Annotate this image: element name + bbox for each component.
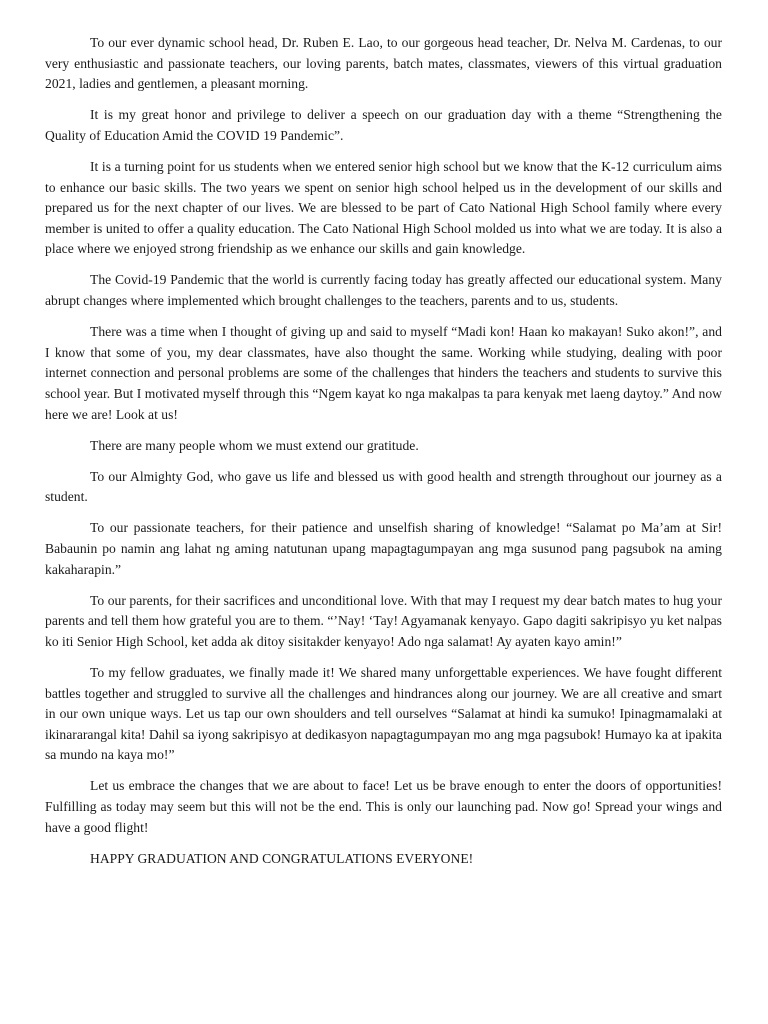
paragraph-senior-high: It is a turning point for us students when we entered senior high school but we know that the K-12 curriculum aims to enhance our basic skills. The two years we spent on senior high school helped us in the development of our skills and prepared us for the next chapter of our lives. We are blessed to be part of Cato National High School family where every member is united to offer a quality education. The Cato National High School molded us into what we are today. It is also a place where we enjoyed strong friendship as we enhance our skills and gain knowledge. — [45, 158, 722, 257]
paragraph-god: To our Almighty God, who gave us life and blessed us with good health and strength throughout our journey as a student. — [45, 468, 722, 505]
paragraph-parents: To our parents, for their sacrifices and unconditional love. With that may I request my dear batch mates to hug your parents and tell them how grateful you are to them. “’Nay! ‘Tay! Agyamanak kenyayo. Gapo dagiti sakripisyo yu ket nalpas ko iti Senior High School, ket adda ak ditoy sisitakder kenyayo! Ado nga salamat! Ay ayaten kayo amin!” — [45, 592, 722, 649]
closing-line: HAPPY GRADUATION AND CONGRATULATIONS EVERYONE! — [90, 850, 474, 866]
paragraph-pandemic: The Covid-19 Pandemic that the world is currently facing today has greatly affected our educational system. Many abrupt changes where implemented which brought challenges to the teachers, parents and to us, students. — [45, 272, 722, 309]
paragraph-graduates: To my fellow graduates, we finally made it! We shared many unforgettable experiences. We have fought different battles together and struggled to survive all the challenges and hindrances along our journey. We are all creative and smart in our own unique ways. Let us tap our own shoulders and tell ourselves “Salamat at hindi ka sumuko! Ipinagmamalaki at ikinararangal kita! Dahil sa iyong sakripisyo at dedikasyon napagtagumpayan mo ang mga pagsubok! Humayo ka at ipakita sa mundo na kaya mo!” — [45, 664, 722, 763]
paragraph-challenges: There was a time when I thought of giving up and said to myself “Madi kon! Haan ko makayan! Suko akon!”, and I know that some of you, my dear classmates, have also thought the same. Working while studying, dealing with poor internet connection and personal problems are some of the challenges that hinders the teachers and students to survive this school year. But I motivated myself through this “Ngem kayat ko nga makalpas ta para kenyak met laeng daytoy.” And now here we are! Look at us! — [45, 324, 722, 422]
speech-document — [45, 33, 722, 869]
paragraph-embrace-changes: Let us embrace the changes that we are about to face! Let us be brave enough to enter the doors of opportunities! Fulfilling as today may seem but this will not be the end. This is only our launching pad. Now go! Spread your wings and have a good flight! — [45, 778, 722, 835]
paragraph-teachers: To our passionate teachers, for their patience and unselfish sharing of knowledge! “Salamat po Ma’am at Sir! Babaunin po namin ang lahat ng aming natutunan upang mapagtagumpayan ang mga susunod pang pagsubok na aming kakaharapin.” — [45, 520, 722, 577]
paragraph-gratitude-intro: There are many people whom we must extend our gratitude. — [90, 437, 419, 453]
paragraph-greeting: To our ever dynamic school head, Dr. Ruben E. Lao, to our gorgeous head teacher, Dr. Nelva M. Cardenas, to our very enthusiastic and passionate teachers, our loving parents, batch mates, classmates, viewers of this virtual graduation 2021, ladies and gentlemen, a pleasant morning. — [45, 35, 722, 92]
paragraph-theme: It is my great honor and privilege to deliver a speech on our graduation day with a theme “Strengthening the Quality of Education Amid the COVID 19 Pandemic”. — [45, 107, 722, 143]
